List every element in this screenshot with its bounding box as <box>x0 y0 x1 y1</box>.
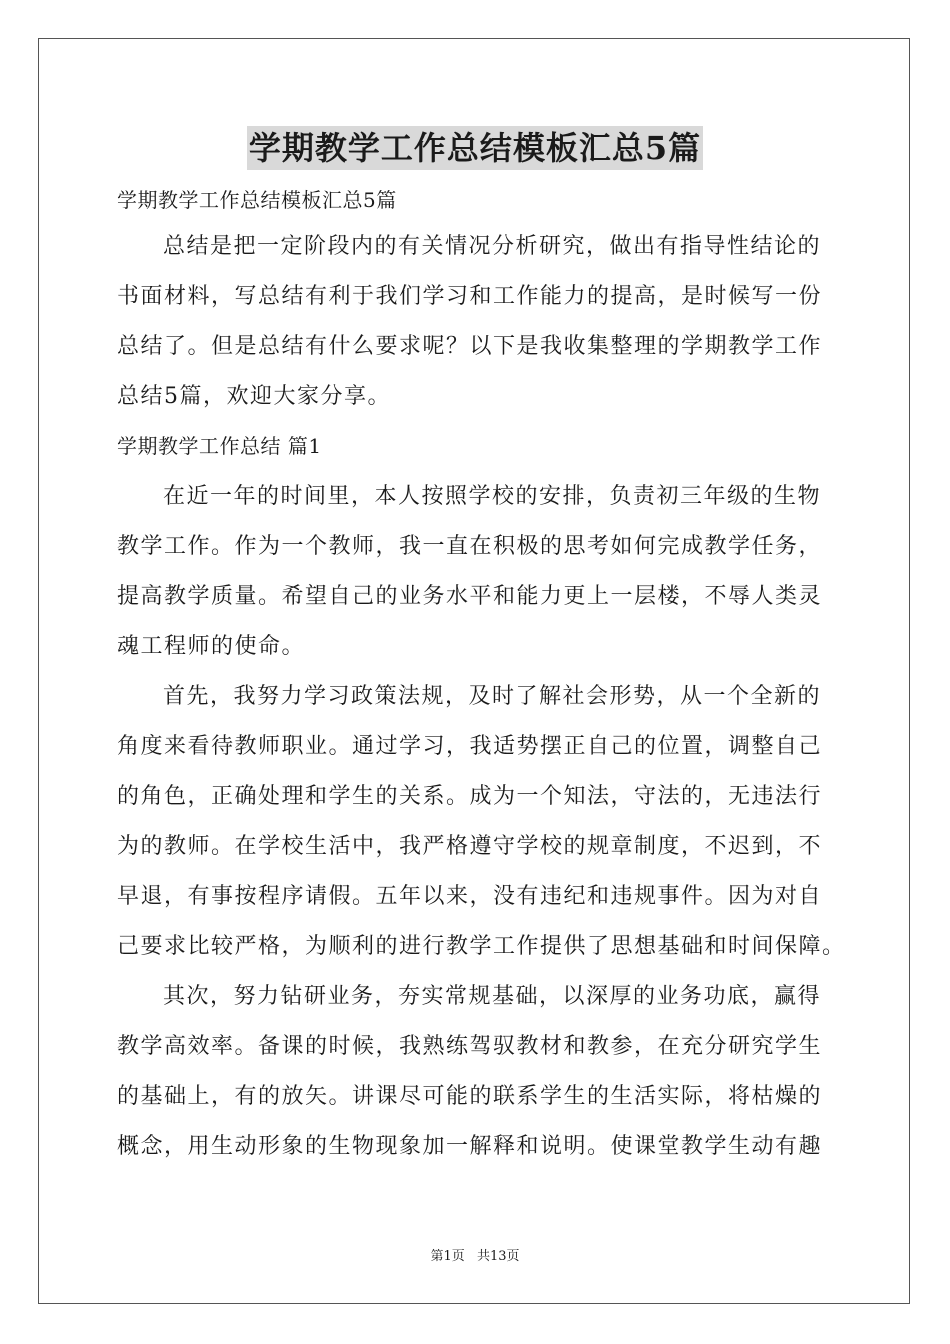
text-line: 在近一年的时间里，本人按照学校的安排，负责初三年级的生物 <box>163 484 822 509</box>
text-line: 其次，努力钻研业务，夯实常规基础，以深厚的业务功底，赢得 <box>163 984 822 1009</box>
document-title: 学期教学工作总结模板汇总5篇 <box>247 126 703 170</box>
title-container <box>0 126 950 170</box>
text-line: 总结了。但是总结有什么要求呢？以下是我收集整理的学期教学工作 <box>117 334 823 359</box>
text-line: 首先，我努力学习政策法规，及时了解社会形势，从一个全新的 <box>163 684 822 709</box>
page-total: 共13页 <box>476 1249 520 1264</box>
intro-paragraph <box>117 222 833 422</box>
text-line: 提高教学质量。希望自己的业务水平和能力更上一层楼，不辱人类灵 <box>117 584 823 609</box>
text-line: 魂工程师的使命。 <box>117 634 306 659</box>
paragraph-3 <box>117 972 833 1172</box>
text-line: 书面材料，写总结有利于我们学习和工作能力的提高，是时候写一份 <box>117 284 823 309</box>
text-line: 角度来看待教师职业。通过学习，我适势摆正自己的位置，调整自己 <box>117 734 823 759</box>
text-line: 概念，用生动形象的生物现象加一解释和说明。使课堂教学生动有趣 <box>117 1134 823 1159</box>
text-line: 早退，有事按程序请假。五年以来，没有违纪和违规事件。因为对自 <box>117 884 823 909</box>
document-subtitle: 学期教学工作总结模板汇总5篇 <box>117 188 397 212</box>
text-line: 的基础上，有的放矢。讲课尽可能的联系学生的生活实际，将枯燥的 <box>117 1084 823 1109</box>
document-body <box>117 178 846 1172</box>
text-line: 为的教师。在学校生活中，我严格遵守学校的规章制度，不迟到，不 <box>117 834 823 859</box>
paragraph-2 <box>117 672 846 972</box>
section-heading: 学期教学工作总结 篇1 <box>117 434 322 458</box>
text-line: 总结是把一定阶段内的有关情况分析研究，做出有指导性结论的 <box>163 234 822 259</box>
paragraph-1 <box>117 472 833 672</box>
text-line: 己要求比较严格，为顺利的进行教学工作提供了思想基础和时间保障。 <box>117 934 846 959</box>
page-number: 第1页 <box>430 1249 465 1264</box>
page-footer <box>0 1248 950 1266</box>
text-line: 教学高效率。备课的时候，我熟练驾驭教材和教参，在充分研究学生 <box>117 1034 823 1059</box>
text-line: 的角色，正确处理和学生的关系。成为一个知法，守法的，无违法行 <box>117 784 823 809</box>
text-line: 教学工作。作为一个教师，我一直在积极的思考如何完成教学任务， <box>117 534 823 559</box>
text-line: 总结5篇，欢迎大家分享。 <box>117 384 391 409</box>
